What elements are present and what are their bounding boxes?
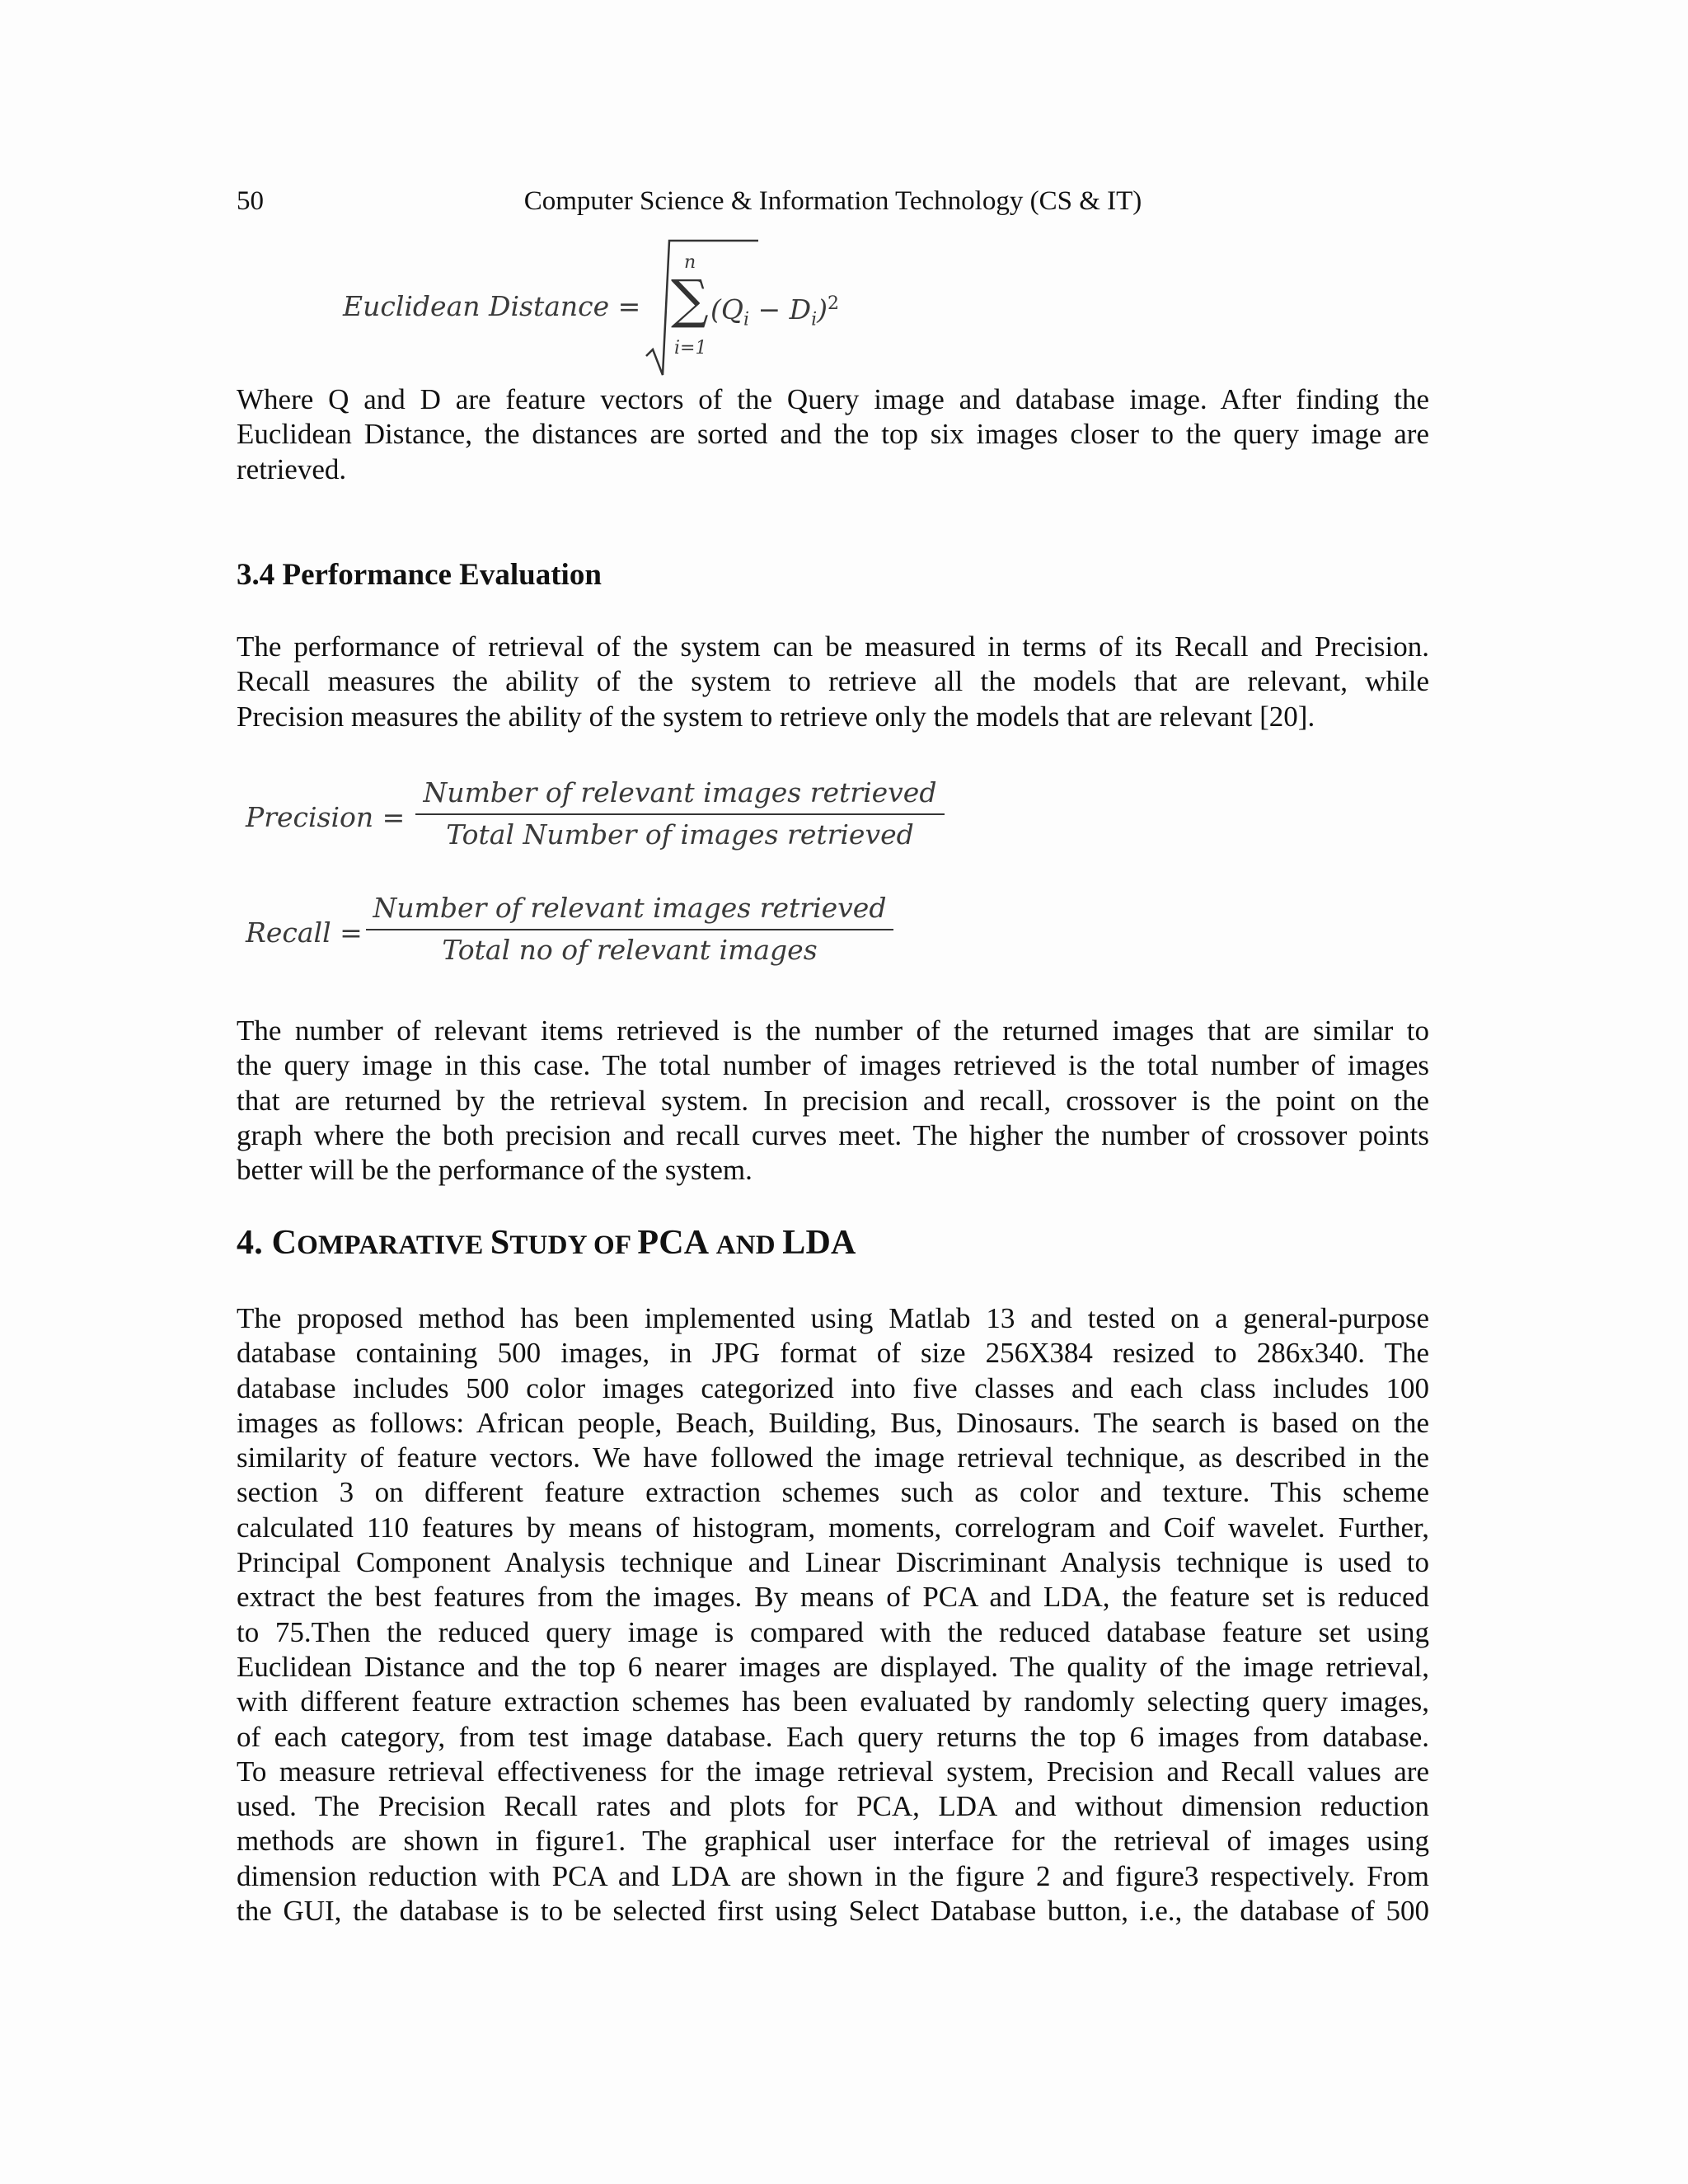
text-line: Euclidean Distance and the top 6 nearer images are displayed. The quality of the image retrieval, — [237, 1650, 1429, 1683]
heading-part: AND — [715, 1230, 783, 1260]
text-line: better will be the performance of the system. — [237, 1154, 753, 1187]
fraction-bar — [415, 813, 945, 815]
euclid-lhs: Euclidean Distance = — [343, 290, 641, 322]
text-line: Where Q and D are feature vectors of the Query image and database image. After finding the — [237, 383, 1429, 415]
recall-numerator: Number of relevant images retrieved — [373, 892, 887, 924]
heading-part: PCA — [637, 1224, 716, 1262]
heading-part: TUDY OF — [509, 1230, 638, 1260]
recall-fraction — [366, 892, 893, 966]
text-line: used. The Precision Recall rates and plots for PCA, LDA and without dimension reduction — [237, 1790, 1429, 1823]
text-line: retrieved. — [237, 452, 347, 485]
term-close: ) — [817, 293, 828, 326]
precision-lhs: Precision = — [246, 801, 406, 833]
term-minus-d: − D — [748, 293, 812, 326]
text-line: to 75.Then the reduced query image is compared with the reduced database feature set using — [237, 1615, 1429, 1648]
text-line: the GUI, the database is to be selected first using Select Database button, i.e., the database of 500 — [237, 1895, 1429, 1928]
text-line: that are returned by the retrieval system. In precision and recall, crossover is the point on the — [237, 1084, 1429, 1117]
precision-fraction — [415, 776, 945, 851]
text-line: methods are shown in figure1. The graphical user interface for the retrieval of images using — [237, 1825, 1429, 1858]
text-line: calculated 110 features by means of histogram, moments, correlogram and Coif wavelet. Further, — [237, 1511, 1429, 1544]
text-line: Precision measures the ability of the system to retrieve only the models that are relevant [20]. — [237, 700, 1315, 733]
text-line: images as follows: African people, Beach, Building, Bus, Dinosaurs. The search is based on the — [237, 1406, 1429, 1439]
section-heading-3-4: 3.4 Performance Evaluation — [237, 558, 602, 592]
text-line: extract the best features from the images. By means of PCA and LDA, the feature set is reduced — [237, 1581, 1429, 1614]
text-line: The performance of retrieval of the system can be measured in terms of its Recall and Precision. — [237, 630, 1429, 663]
heading-part: S — [490, 1224, 510, 1262]
section-heading-4 — [237, 1223, 856, 1263]
text-line: Principal Component Analysis technique and Linear Discriminant Analysis technique is used to — [237, 1546, 1429, 1579]
text-line: the query image in this case. The total number of images retrieved is the total number of images — [237, 1049, 1429, 1082]
text-line: similarity of feature vectors. We have followed the image retrieval technique, as described in the — [237, 1441, 1429, 1474]
sum-upper-limit: n — [684, 252, 696, 273]
sub-i: i — [743, 309, 749, 330]
text-line: dimension reduction with PCA and LDA are shown in the figure 2 and figure3 respectively. From — [237, 1859, 1429, 1892]
text-line: Recall measures the ability of the system to retrieve all the models that are relevant, while — [237, 665, 1429, 698]
page-number: 50 — [237, 186, 264, 216]
precision-numerator: Number of relevant images retrieved — [423, 776, 937, 808]
text-line: section 3 on different feature extraction schemes such as color and texture. This scheme — [237, 1476, 1429, 1509]
precision-denominator: Total Number of images retrieved — [446, 818, 914, 851]
recall-lhs: Recall = — [246, 916, 363, 949]
heading-part: 4. C — [237, 1224, 298, 1262]
running-title: Computer Science & Information Technology (CS & IT) — [523, 186, 1142, 216]
text-line: with different feature extraction schemes has been evaluated by randomly selecting query images, — [237, 1685, 1429, 1718]
summation-sign: ∑ — [671, 269, 709, 330]
text-line: The number of relevant items retrieved is the number of the returned images that are similar to — [237, 1015, 1429, 1047]
recall-denominator: Total no of relevant images — [442, 934, 818, 966]
euclid-term — [710, 293, 839, 330]
text-line: Euclidean Distance, the distances are sorted and the top six images closer to the query image are — [237, 418, 1429, 451]
heading-part: OMPARATIVE — [297, 1230, 490, 1260]
heading-part: LDA — [782, 1224, 856, 1262]
sub-i-2: i — [811, 309, 818, 330]
text-line: To measure retrieval effectiveness for the image retrieval system, Precision and Recall values are — [237, 1755, 1429, 1788]
text-line: of each category, from test image database. Each query returns the top 6 images from database. — [237, 1720, 1429, 1753]
text-line: database containing 500 images, in JPG format of size 256X384 resized to 286x340. The — [237, 1337, 1429, 1370]
term-q: (Q — [710, 293, 743, 326]
power-2: 2 — [828, 293, 839, 314]
text-line: The proposed method has been implemented using Matlab 13 and tested on a general-purpose — [237, 1302, 1429, 1334]
paragraph-performance — [237, 630, 1429, 734]
paragraph-euclid-explanation — [237, 382, 1429, 487]
running-header — [237, 186, 1429, 219]
paragraph-comparative-study — [237, 1301, 1429, 1929]
text-line: graph where the both precision and recall curves meet. The higher the number of crossover points — [237, 1118, 1429, 1151]
text-line: database includes 500 color images categorized into five classes and each class includes 100 — [237, 1371, 1429, 1404]
paragraph-crossover — [237, 1014, 1429, 1188]
sum-lower-limit: i=1 — [674, 338, 707, 359]
fraction-bar — [366, 929, 893, 930]
